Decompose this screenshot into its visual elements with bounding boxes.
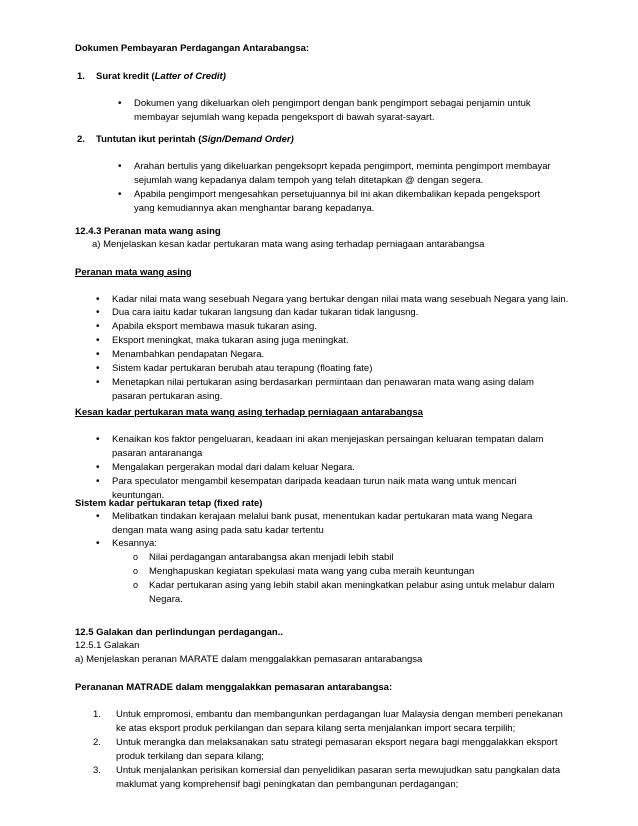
section-12-4-3-objective: a) Menjelaskan kesan kadar pertukaran mata wang asing terhadap perniagaan antarabangsa [92, 239, 485, 250]
item-line: ke atas eksport produk perkilangan dan separa kilang serta menjalankan import secara terpilih; [116, 722, 516, 734]
peranan-title: Peranan mata wang asing [75, 267, 192, 278]
sub-bullet-line: Nilai perdagangan antarabangsa akan menjadi lebih stabil [149, 552, 394, 563]
section-12-5-1-title: 12.5.1 Galakan [75, 640, 140, 651]
sub-bullet-line: Negara. [149, 593, 183, 605]
sub-bullet-line: Kadar pertukaran asing yang lebih stabil akan meningkatkan pelabur asing untuk melabur dalam [149, 580, 555, 591]
bullet-line: Kenaikan kos faktor pengeluaran, keadaan ini akan menjejaskan persaingan keluaran tempatan dalam [112, 434, 544, 445]
section-1-number: 1. [77, 71, 85, 82]
bullet-line: Apabila eksport membawa masuk tukaran asing. [112, 321, 317, 332]
bullet-line: keuntungan. [112, 489, 165, 501]
matrade-title: Perananan MATRADE dalam menggalakkan pemasaran antarabangsa: [75, 682, 393, 693]
bullet-line: Sistem kadar pertukaran berubah atau terapung (floating fate) [112, 363, 373, 374]
section-12-4-3-title: 12.4.3 Peranan mata wang asing [75, 226, 221, 237]
item-number: 1. [93, 709, 101, 720]
section-2-title-term: Sign/Demand Order) [201, 134, 294, 145]
bullet-line: yang kemudiannya akan menghantar barang kepadanya. [134, 202, 375, 214]
section-1-title [96, 70, 226, 84]
bullet-line: Eksport meningkat, maka tukaran asing juga meningkat. [112, 335, 349, 346]
bullet-line: Menetapkan nilai pertukaran asing berdasarkan permintaan dan penawaran mata wang asing dalam [112, 377, 534, 388]
bullet-line: Menambahkan pendapatan Negara. [112, 349, 265, 360]
section-1-title-text: Surat kredit ( [96, 71, 155, 82]
item-line: produk terkilang dan separa kilang; [116, 750, 264, 762]
sistem-title: Sistem kadar pertukaran tetap (fixed rate) [75, 498, 263, 509]
item-number: 3. [93, 765, 101, 776]
bullet-line: dengan mata wang asing pada satu kadar tertentu [112, 524, 324, 536]
document-heading: Dokumen Pembayaran Perdagangan Antarabangsa: [75, 43, 310, 54]
section-2-title-text: Tuntutan ikut perintah ( [96, 134, 202, 145]
item-number: 2. [93, 737, 101, 748]
bullet-line: Kadar nilai mata wang sesebuah Negara yang bertukar dengan nilai mata wang sesebuah Negara yang lain. [112, 294, 569, 305]
bullet-line: pasaran antarananga [112, 447, 203, 459]
bullet-line: Mengalakan pergerakan modal dari dalam keluar Negara. [112, 462, 355, 473]
bullet-line: Arahan bertulis yang dikeluarkan pengeksoprt kepada pengimport, meminta pengimport membayar [134, 161, 551, 172]
bullet-line: Para speculator mengambil kesempatan daripada keadaan turun naik mata wang untuk mencari [112, 476, 517, 487]
bullet-line: Dua cara iaitu kadar tukaran langsung dan kadar tukaran tidak langusng. [112, 307, 419, 318]
bullet-line: membayar sejumlah wang kepada pengeksport di bawah syarat-sayart. [134, 111, 435, 123]
section-1-title-term: Latter of Credit) [154, 71, 226, 82]
section-12-5-title: 12.5 Galakan dan perlindungan perdagangan.. [75, 627, 283, 638]
bullet-line: Kesannya: [112, 538, 157, 549]
sub-bullet-line: Menghapuskan kegiatan spekulasi mata wang yang cuba meraih keuntungan [149, 566, 475, 577]
item-line: maklumat yang komprehensif bagi peningkatan dan pembangunan perdagangan; [116, 778, 459, 790]
bullet-line: sejumlah wang kepadanya dalam tempoh yang telah ditetapkan @ dengan segera. [134, 174, 484, 186]
bullet-line: Melibatkan tindakan kerajaan melalui bank pusat, menentukan kadar pertukaran mata wang Negara [112, 511, 533, 522]
section-2-title [96, 133, 294, 147]
section-2-number: 2. [77, 134, 85, 145]
kesan-title: Kesan kadar pertukaran mata wang asing terhadap perniagaan antarabangsa [75, 407, 423, 418]
item-line: Untuk menjalankan perisikan komersial dan penyelidikan pasaran serta mewujudkan satu pangkalan data [116, 765, 561, 776]
item-line: Untuk empromosi, embantu dan membangunkan perdagangan luar Malaysia dengan memberi penekanan [116, 709, 563, 720]
bullet-line: Dokumen yang dikeluarkan oleh pengimport dengan bank pengimport sebagai penjamin untuk [134, 98, 531, 109]
item-line: Untuk merangka dan melaksanakan satu strategi pemasaran eksport negara bagi menggalakkan eksport [116, 737, 558, 748]
bullet-line: Apabila pengimport mengesahkan persetujuannya bil ini akan dikembalikan kepada pengeksport [134, 189, 541, 200]
bullet-line: pasaran pertukaran asing. [112, 390, 223, 402]
section-12-5-1-objective: a) Menjelaskan peranan MARATE dalam menggalakkan pemasaran antarabangsa [75, 654, 423, 665]
